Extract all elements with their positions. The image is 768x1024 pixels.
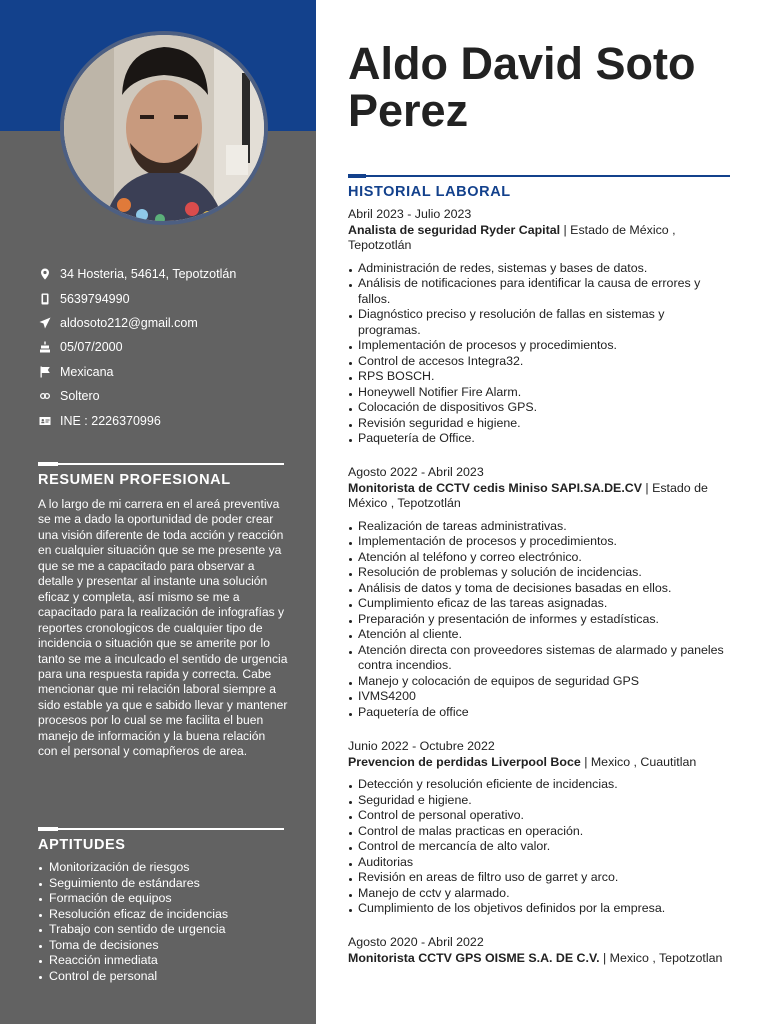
contact-address-text: 34 Hosteria, 54614, Tepotzotlán [60, 267, 237, 282]
job-entry [348, 465, 730, 720]
contact-ine [38, 408, 298, 432]
job-duty: Control de accesos Integra32. [348, 354, 730, 370]
job-duty: Atención al cliente. [348, 627, 730, 643]
contact-address [38, 262, 298, 286]
job-duty: Auditorias [348, 855, 730, 871]
job-dates: Agosto 2022 - Abril 2023 [348, 465, 484, 479]
summary-divider [38, 462, 284, 466]
skill-item: Formación de equipos [38, 891, 298, 907]
job-duties [348, 777, 730, 917]
contact-phone-text: 5639794990 [60, 291, 130, 306]
job-duty: Honeywell Notifier Fire Alarm. [348, 385, 730, 401]
job-duty: Atención directa con proveedores sistemas de alarmado y paneles contra incendios. [348, 643, 730, 674]
job-duties [348, 261, 730, 447]
id-card-icon [38, 414, 52, 428]
job-duty: Revisión seguridad e higiene. [348, 416, 730, 432]
job-duty: Realización de tareas administrativas. [348, 519, 730, 535]
skill-item: Control de personal [38, 969, 298, 985]
profile-photo-image [64, 35, 264, 221]
job-duty: IVMS4200 [348, 689, 730, 705]
contact-marital-status-text: Soltero [60, 389, 100, 404]
job-duty: Colocación de dispositivos GPS. [348, 400, 730, 416]
job-duty: RPS BOSCH. [348, 369, 730, 385]
job-company [348, 481, 730, 512]
skills-heading: APTITUDES [38, 837, 126, 853]
job-duty: Paquetería de Office. [348, 431, 730, 447]
skill-item: Resolución eficaz de incidencias [38, 907, 298, 923]
job-entry [348, 935, 730, 966]
job-duty: Cumplimiento de los objetivos definidos por la empresa. [348, 901, 730, 917]
work-divider [348, 174, 730, 178]
job-duty: Análisis de datos y toma de decisiones basadas en ellos. [348, 581, 730, 597]
contact-nationality [38, 360, 298, 384]
job-duty: Control de mercancía de alto valor. [348, 839, 730, 855]
work-heading: HISTORIAL LABORAL [348, 184, 511, 200]
contact-nationality-text: Mexicana [60, 364, 114, 379]
job-duty: Análisis de notificaciones para identificar la causa de errores y fallos. [348, 276, 730, 307]
job-dates: Agosto 2020 - Abril 2022 [348, 935, 484, 949]
send-icon [38, 316, 52, 330]
job-location: | Estado de México , Tepotzotlán [348, 222, 676, 252]
job-title: Monitorista de CCTV cedis Miniso SAPI.SA.DE.CV [348, 480, 642, 495]
job-location: | Mexico , Tepotzotlan [599, 950, 723, 965]
job-duty: Preparación y presentación de informes y estadísticas. [348, 612, 730, 628]
job-dates: Abril 2023 - Julio 2023 [348, 207, 472, 221]
job-duties [348, 519, 730, 721]
phone-icon [38, 292, 52, 306]
job-duty: Resolución de problemas y solución de incidencias. [348, 565, 730, 581]
contact-birthdate-text: 05/07/2000 [60, 340, 123, 355]
job-duty: Revisión en areas de filtro uso de garret y arco. [348, 870, 730, 886]
summary-text: A lo largo de mi carrera en el areá preventiva se me a dado la oportunidad de poder crear una visión diferente de toda acción y reacción en cualquier situación que se me presente ya que se me a capacitado para observar a detalle y presentar al instante una solución eficaz y completa, así mismo se me a capacitado para la realización de infografías y reportes cronologicos de cualquier tipo de incidencia o situación que se amerite por lo tanto se me a inculcado el sentido de urgencia para una respuesta rapida y correcta. Cabe mencionar que mi relación laboral siempre a sido estable ya que e sabido llevar y mantener procesos por lo cual se me facilita el buen manejo de información y la buena relación con el personal y comapñeros de area. [38, 497, 288, 759]
job-entry [348, 739, 730, 917]
contact-email-text: aldosoto212@gmail.com [60, 315, 198, 330]
summary-heading: RESUMEN PROFESIONAL [38, 472, 231, 488]
contact-phone [38, 286, 298, 310]
skill-item: Trabajo con sentido de urgencia [38, 922, 298, 938]
job-location: | Estado de México , Tepotzotlán [348, 480, 708, 510]
contact-email [38, 311, 298, 335]
job-duty: Administración de redes, sistemas y bases de datos. [348, 261, 730, 277]
rings-icon [38, 389, 52, 403]
job-company [348, 755, 730, 771]
job-location: | Mexico , Cuautitlan [580, 754, 697, 769]
skills-list [38, 860, 298, 984]
skill-item: Toma de decisiones [38, 938, 298, 954]
job-title: Monitorista CCTV GPS OISME S.A. DE C.V. [348, 950, 600, 965]
job-company [348, 223, 730, 254]
skill-item: Seguimiento de estándares [38, 876, 298, 892]
job-duty: Seguridad e higiene. [348, 793, 730, 809]
contact-marital-status [38, 384, 298, 408]
job-duty: Control de malas practicas en operación. [348, 824, 730, 840]
job-duty: Detección y resolución eficiente de incidencias. [348, 777, 730, 793]
skill-item: Monitorización de riesgos [38, 860, 298, 876]
job-duty: Implementación de procesos y procedimientos. [348, 534, 730, 550]
sidebar [0, 0, 316, 1024]
job-title: Analista de seguridad Ryder Capital [348, 222, 561, 237]
skill-item: Reacción inmediata [38, 953, 298, 969]
contact-ine-text: INE : 2226370996 [60, 413, 161, 428]
job-duty: Implementación de procesos y procedimientos. [348, 338, 730, 354]
job-duty: Control de personal operativo. [348, 808, 730, 824]
job-dates: Junio 2022 - Octubre 2022 [348, 739, 495, 753]
skills-divider [38, 827, 284, 831]
job-entry [348, 207, 730, 447]
cake-icon [38, 340, 52, 354]
job-company [348, 951, 730, 967]
job-duty: Cumplimiento eficaz de las tareas asignadas. [348, 596, 730, 612]
job-title: Prevencion de perdidas Liverpool Boce [348, 754, 581, 769]
profile-photo [60, 31, 268, 225]
job-duty: Atención al teléfono y correo electrónico. [348, 550, 730, 566]
job-duty: Manejo y colocación de equipos de seguridad GPS [348, 674, 730, 690]
candidate-name: Aldo David Soto Perez [348, 38, 696, 136]
job-duty: Diagnóstico preciso y resolución de fallas en sistemas y programas. [348, 307, 730, 338]
job-duty: Paquetería de office [348, 705, 730, 721]
flag-icon [38, 365, 52, 379]
contact-birthdate [38, 335, 298, 359]
job-duty: Manejo de cctv y alarmado. [348, 886, 730, 902]
location-icon [38, 267, 52, 281]
contact-list [38, 262, 298, 433]
